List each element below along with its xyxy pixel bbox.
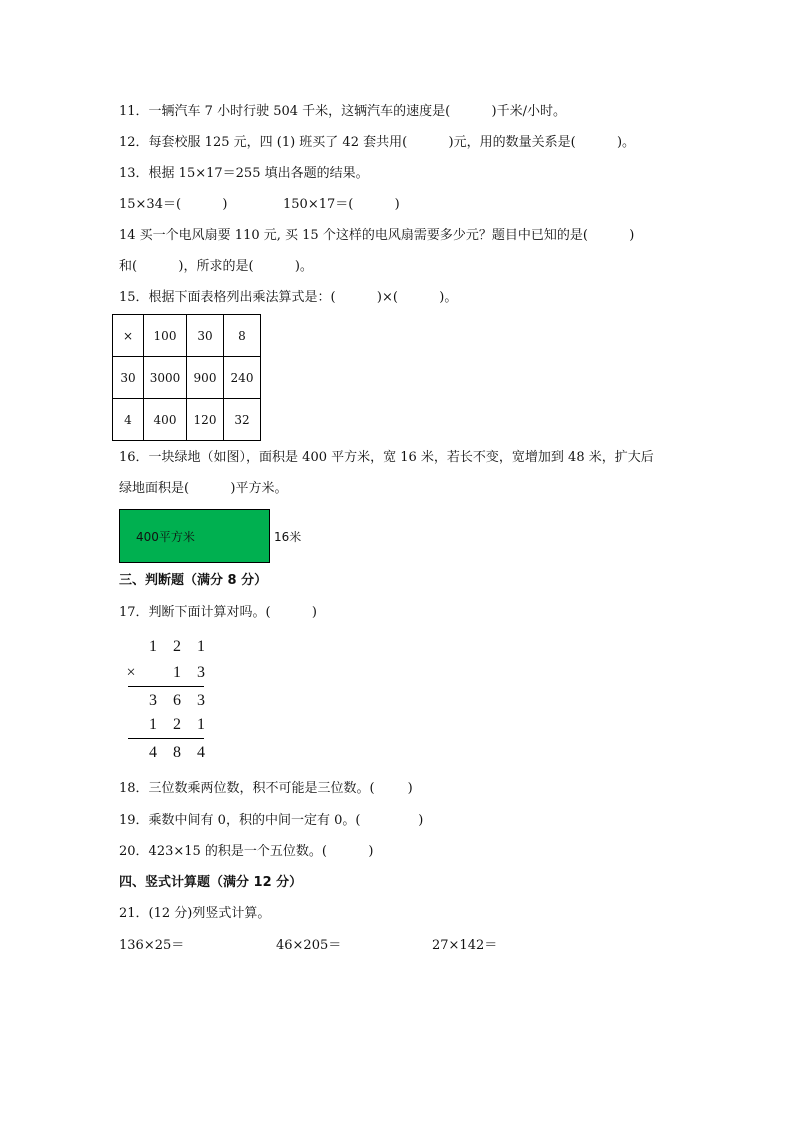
table-cell: 100 bbox=[144, 315, 187, 357]
question-16-line-2: 绿地面积是( )平方米。 bbox=[119, 481, 288, 496]
area-label: 400平方米 bbox=[136, 530, 195, 544]
question-19: 19．乘数中间有 0，积的中间一定有 0。( ) bbox=[119, 813, 424, 828]
table-row bbox=[113, 357, 261, 399]
calc-item-2: 46×205＝ bbox=[276, 938, 342, 953]
table-cell: 900 bbox=[187, 357, 224, 399]
question-16-line-1: 16．一块绿地（如图），面积是 400 平方米，宽 16 米，若长不变，宽增加到 48 米，扩大后 bbox=[119, 450, 654, 465]
question-17: 17．判断下面计算对吗。( ) bbox=[119, 605, 318, 620]
table-cell: 120 bbox=[187, 399, 224, 441]
table-cell: 30 bbox=[187, 315, 224, 357]
digit: 4 bbox=[149, 744, 157, 761]
question-13-part-b: 150×17＝( ) bbox=[283, 197, 400, 212]
table-cell: × bbox=[113, 315, 144, 357]
digit: 1 bbox=[197, 716, 205, 733]
calc-item-1: 136×25＝ bbox=[119, 938, 185, 953]
digit: 3 bbox=[197, 692, 205, 709]
digit: 6 bbox=[173, 692, 181, 709]
question-12: 12．每套校服 125 元，四 (1) 班买了 42 套共用( )元，用的数量关系是( )。 bbox=[119, 135, 636, 150]
table-cell: 3000 bbox=[144, 357, 187, 399]
table-cell: 8 bbox=[224, 315, 261, 357]
question-11: 11．一辆汽车 7 小时行驶 504 千米，这辆汽车的速度是( )千米/小时。 bbox=[119, 104, 567, 119]
digit: 1 bbox=[173, 664, 181, 681]
digit: 1 bbox=[149, 638, 157, 655]
times-sign: × bbox=[126, 664, 136, 681]
question-13: 13．根据 15×17＝255 填出各题的结果。 bbox=[119, 166, 369, 181]
question-15: 15．根据下面表格列出乘法算式是：( )×( )。 bbox=[119, 290, 458, 305]
digit: 1 bbox=[197, 638, 205, 655]
calc-item-3: 27×142＝ bbox=[432, 938, 498, 953]
table-cell: 240 bbox=[224, 357, 261, 399]
green-field-figure bbox=[119, 509, 270, 563]
calc-rule bbox=[128, 738, 204, 739]
section-3-heading: 三、判断题（满分 8 分） bbox=[119, 573, 268, 588]
table-cell: 4 bbox=[113, 399, 144, 441]
digit: 2 bbox=[173, 716, 181, 733]
digit: 2 bbox=[173, 638, 181, 655]
section-4-heading: 四、竖式计算题（满分 12 分） bbox=[119, 875, 303, 890]
table-cell: 400 bbox=[144, 399, 187, 441]
question-13-part-a: 15×34＝( ) bbox=[119, 197, 228, 212]
digit: 3 bbox=[197, 664, 205, 681]
question-18: 18．三位数乘两位数，积不可能是三位数。( ) bbox=[119, 781, 413, 796]
digit: 1 bbox=[149, 716, 157, 733]
table-cell: 30 bbox=[113, 357, 144, 399]
width-label: 16米 bbox=[274, 530, 302, 544]
question-14-line-1: 14 买一个电风扇要 110 元, 买 15 个这样的电风扇需要多少元？题目中已知的是( ) bbox=[119, 228, 635, 243]
vertical-multiplication bbox=[120, 636, 220, 766]
table-row bbox=[113, 315, 261, 357]
digit: 4 bbox=[197, 744, 205, 761]
multiplication-table bbox=[112, 314, 261, 441]
digit: 3 bbox=[149, 692, 157, 709]
digit: 8 bbox=[173, 744, 181, 761]
question-14-line-2: 和( )，所求的是( )。 bbox=[119, 259, 313, 274]
calc-rule bbox=[128, 686, 204, 687]
table-row bbox=[113, 399, 261, 441]
question-21: 21．(12 分)列竖式计算。 bbox=[119, 906, 271, 921]
question-20: 20．423×15 的积是一个五位数。( ) bbox=[119, 844, 374, 859]
table-cell: 32 bbox=[224, 399, 261, 441]
